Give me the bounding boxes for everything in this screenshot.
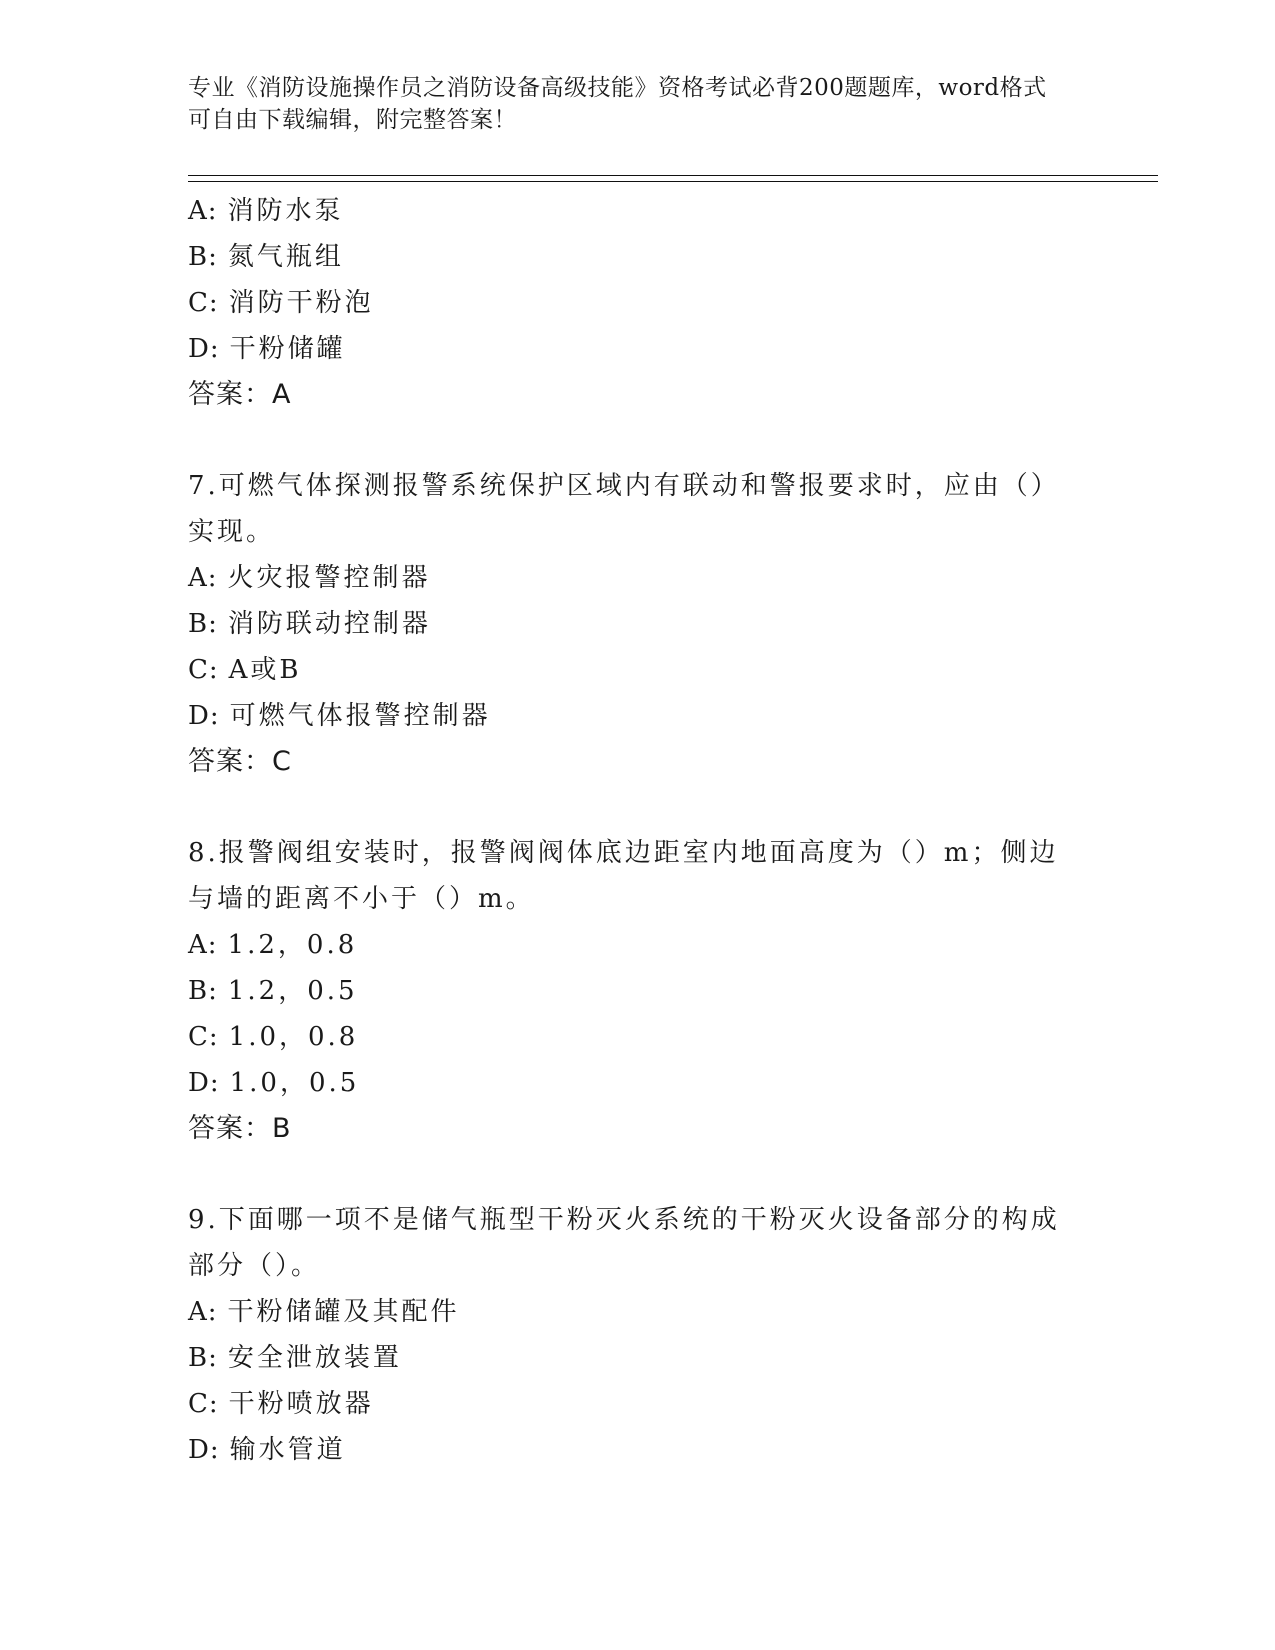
question-7 <box>188 463 1088 785</box>
option-c: C: A或B <box>188 655 302 685</box>
option-d: D: 可燃气体报警控制器 <box>188 701 491 731</box>
question-8 <box>188 830 1088 1152</box>
question-text: 8.报警阀组安装时，报警阀阀体底边距室内地面高度为（）m；侧边与墙的距离不小于（）m。 <box>188 838 1059 914</box>
question-6-remainder <box>188 188 1088 418</box>
option-a: A: 消防水泵 <box>188 196 344 226</box>
option-b: B: 消防联动控制器 <box>188 609 431 639</box>
option-c: C: 1.0，0.8 <box>188 1022 359 1052</box>
option-a: A: 干粉储罐及其配件 <box>188 1297 460 1327</box>
option-b: B: 1.2，0.5 <box>188 976 358 1006</box>
question-text: 7.可燃气体探测报警系统保护区域内有联动和警报要求时，应由（）实现。 <box>188 471 1060 547</box>
option-d: D: 干粉储罐 <box>188 334 346 364</box>
option-c: C: 干粉喷放器 <box>188 1389 374 1419</box>
option-b: B: 安全泄放装置 <box>188 1343 402 1373</box>
option-a: A: 1.2，0.8 <box>188 930 358 960</box>
option-a: A: 火灾报警控制器 <box>188 563 431 593</box>
option-b: B: 氮气瓶组 <box>188 242 344 272</box>
document-header: 专业《消防设施操作员之消防设备高级技能》资格考试必背200题题库，word格式可自由下载编辑，附完整答案！ <box>188 75 1047 133</box>
header-divider-top <box>188 175 1158 176</box>
question-9 <box>188 1197 1088 1473</box>
option-d: D: 输水管道 <box>188 1435 346 1465</box>
answer-line: 答案：B <box>188 1113 292 1144</box>
question-list <box>188 188 1088 1473</box>
header-divider-bottom <box>188 181 1158 182</box>
answer-line: 答案：C <box>188 746 292 777</box>
option-c: C: 消防干粉泡 <box>188 288 374 318</box>
option-d: D: 1.0，0.5 <box>188 1068 360 1098</box>
answer-line: 答案：A <box>188 379 292 410</box>
question-text: 9.下面哪一项不是储气瓶型干粉灭火系统的干粉灭火设备部分的构成部分（）。 <box>188 1205 1060 1281</box>
